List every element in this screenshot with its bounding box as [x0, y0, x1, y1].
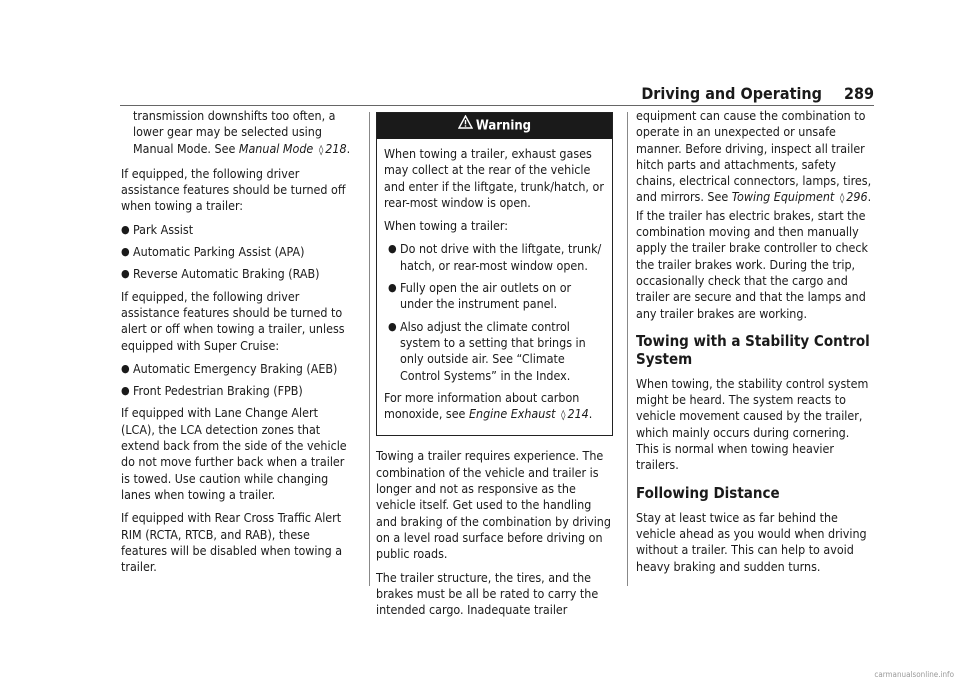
list-item: ● Fully open the air outlets on or under the instrument panel.: [388, 280, 572, 312]
page-number: 289: [843, 84, 874, 103]
warning-box: [376, 112, 613, 436]
warning-paragraph-3: For more information about carbon monoxide, see Engine Exhaust ◊ 214.: [384, 390, 605, 425]
warning-header: [377, 113, 612, 139]
warning-paragraph-2: When towing a trailer:: [384, 218, 508, 234]
paragraph-structure: The trailer structure, the tires, and the brakes must be all be rated to carry the intended cargo. Inadequate trailer: [376, 569, 599, 618]
list-item: ● Front Pedestrian Braking (FPB): [121, 383, 303, 399]
bullet-icon: ●: [388, 319, 397, 333]
page-ref-arrow-icon: ◊: [318, 144, 324, 156]
page-header: [0, 84, 874, 103]
paragraph-experience: Towing a trailer requires experience. The combination of the vehicle and trailer is longer and not as responsive as the vehicle itself. Get used to the handling and braking of the combination by driving on a level road surface before driving on public roads.: [376, 448, 611, 562]
towing-equipment-page[interactable]: 296: [846, 189, 868, 205]
watermark: carmanualsonline.info: [874, 670, 954, 679]
paragraph-assist-off: If equipped, the following driver assistance features should be turned off when towing a trailer:: [121, 165, 346, 214]
column-divider-1: [369, 112, 370, 586]
list-item: ● Reverse Automatic Braking (RAB): [121, 266, 320, 282]
list-assist-off: [121, 222, 353, 283]
warning-body: [377, 139, 612, 435]
warning-list: [384, 241, 605, 383]
towing-equipment-ref[interactable]: Towing Equipment: [731, 189, 835, 205]
column-3: [636, 108, 874, 582]
paragraph-assist-alert: If equipped, the following driver assistance features should be turned to alert or off when towing a trailer, unless equipped with Super Cruise:: [121, 288, 345, 353]
continued-text: transmission downshifts too often, a lower gear may be selected using Manual Mode. See Manual Mode ◊ 218.: [121, 108, 353, 159]
paragraph-rcta: If equipped with Rear Cross Traffic Alert RIM (RCTA, RTCB, and RAB), these features will be disabled when towing a trailer.: [121, 510, 343, 575]
column-2: [376, 112, 613, 625]
paragraph-equipment: equipment can cause the combination to operate in an unexpected or unsafe manner. Before driving, inspect all trailer hitch parts and attachments, safety chains, electrical connectors, lamps, tires, and mirrors. See Towing Equipment ◊ 296. If the trailer has electric brakes, start the combination moving and then manually apply the trailer brake controller to check the trailer brakes work. During the trip, occasionally check that the cargo and trailer are secure and that the lamps and any trailer brakes are working.: [636, 108, 872, 321]
list-item: ● Park Assist: [121, 221, 194, 237]
warning-title: Warning: [475, 118, 532, 134]
heading-following-distance: Following Distance: [636, 483, 780, 502]
bullet-icon: ●: [388, 281, 397, 295]
warning-triangle-icon: [458, 113, 473, 139]
section-title: Driving and Operating: [641, 84, 822, 103]
paragraph-following: Stay at least twice as far behind the vehicle ahead as you would when driving without a trailer. This can help to avoid heavy braking and sudden turns.: [636, 509, 867, 574]
warning-paragraph-1: When towing a trailer, exhaust gases may collect at the rear of the vehicle and enter if the liftgate, trunk/hatch, or rear-most window is open.: [384, 146, 604, 210]
header-rule: [120, 105, 874, 106]
paragraph-lca: If equipped with Lane Change Alert (LCA), the LCA detection zones that extend back from the side of the vehicle do not move further back when a trailer is towed. Use caution while changing lanes when towing a trailer.: [121, 405, 347, 502]
manual-mode-page[interactable]: 218: [325, 140, 347, 156]
list-assist-alert: [121, 361, 353, 400]
engine-exhaust-ref[interactable]: Engine Exhaust: [468, 406, 556, 422]
list-item: ● Automatic Parking Assist (APA): [121, 244, 305, 260]
paragraph-stability: When towing, the stability control system might be heard. The system reacts to vehicle movement caused by the trailer, which mainly occurs during cornering. This is normal when towing heavier trailers.: [636, 375, 869, 473]
heading-stability-control: Towing with a Stability Control System: [636, 331, 870, 368]
column-divider-2: [627, 112, 628, 586]
page-ref-arrow-icon: ◊: [839, 193, 845, 205]
bullet-icon: ●: [121, 384, 130, 398]
bullet-icon: ●: [388, 242, 397, 256]
bullet-icon: ●: [121, 361, 130, 375]
column-1: [121, 108, 353, 582]
list-item: ● Do not drive with the liftgate, trunk/ hatch, or rear-most window open.: [388, 241, 602, 273]
bullet-icon: ●: [121, 245, 130, 259]
page-ref-arrow-icon: ◊: [561, 410, 566, 422]
manual-mode-ref[interactable]: Manual Mode: [238, 140, 314, 156]
engine-exhaust-page[interactable]: 214: [567, 406, 589, 422]
bullet-icon: ●: [121, 267, 130, 281]
list-item: ● Also adjust the climate control system to a setting that brings in only outside air. See “Climate Control Systems” in the Index.: [388, 318, 586, 383]
bullet-icon: ●: [121, 222, 130, 236]
list-item: ● Automatic Emergency Braking (AEB): [121, 360, 338, 376]
